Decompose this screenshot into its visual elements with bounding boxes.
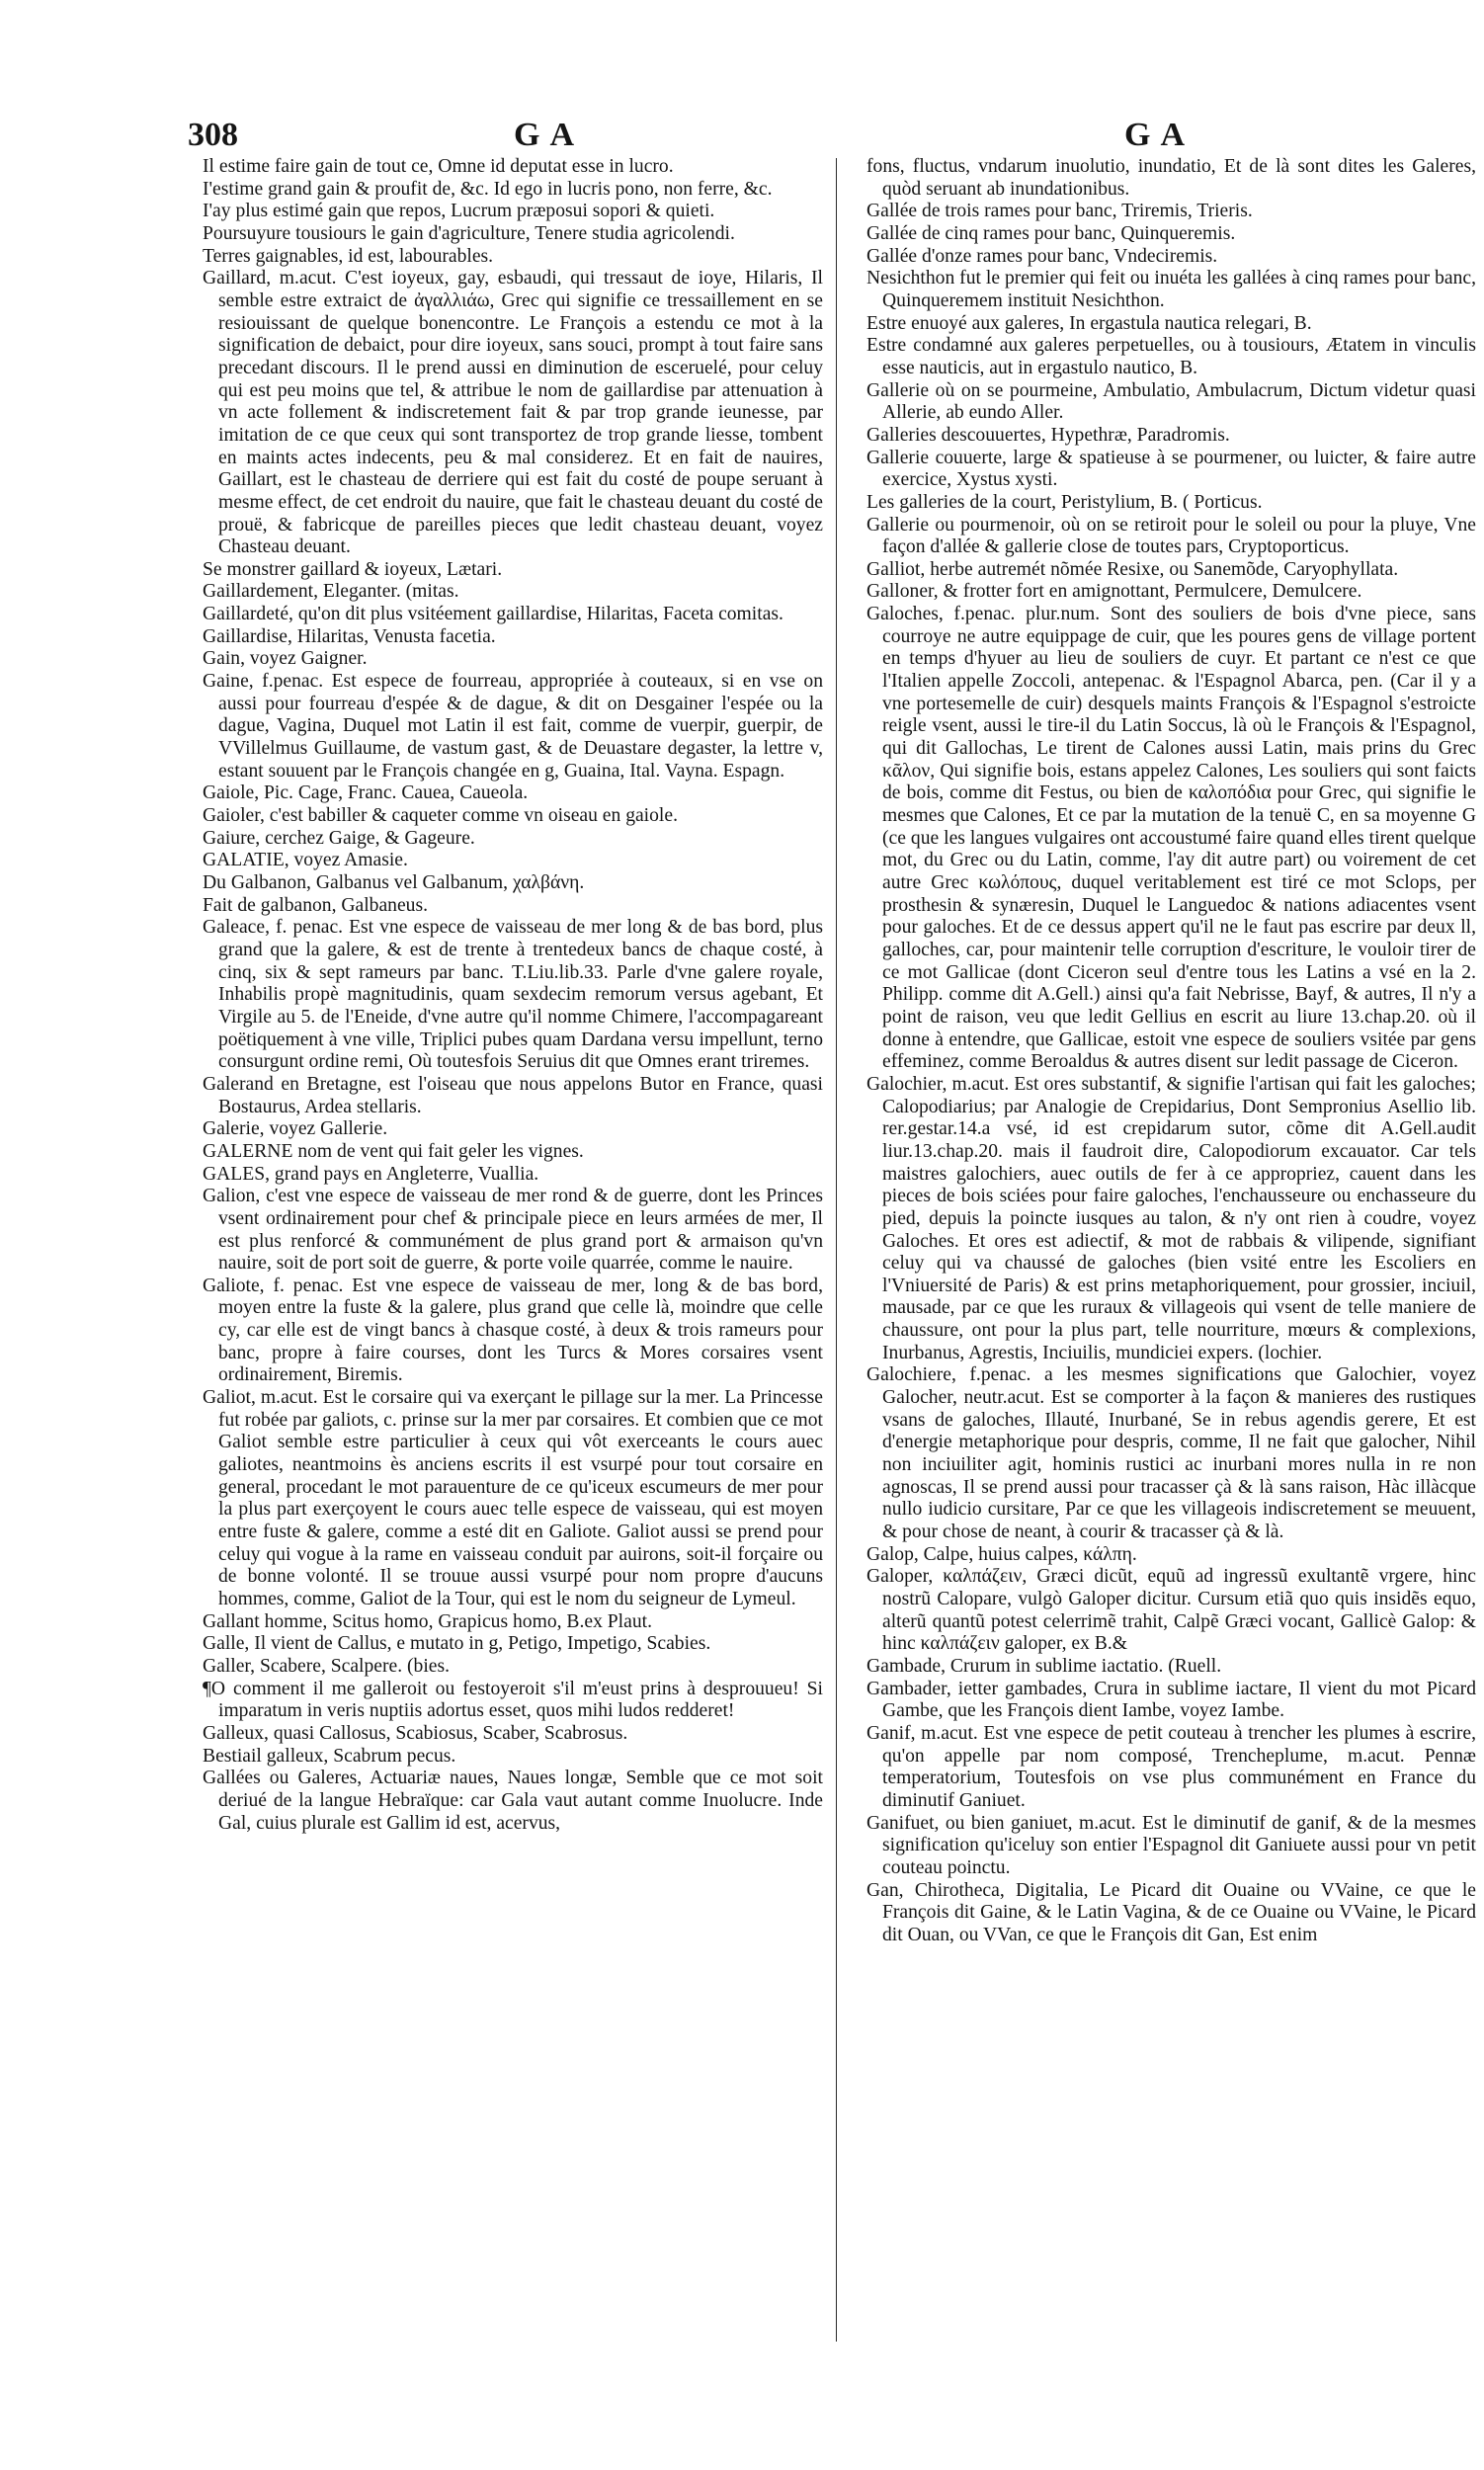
dictionary-entry: Se monstrer gaillard & ioyeux, Lætari.	[203, 558, 503, 580]
dictionary-entry: GALATIE, voyez Amasie.	[203, 850, 408, 871]
dictionary-entry: Galliot, herbe autremét nõmée Resixe, ou Sanemõde, Caryophyllata.	[866, 558, 1399, 580]
running-head-right: GA	[1124, 117, 1195, 153]
dictionary-entry: Gan, Chirotheca, Digitalia, Le Picard dit Ouaine ou VVaine, ce que le François dit Gaine, & le Latin Vagina, & de ce Ouaine ou VVaine, le Picard dit Ouan, ou VVan, ce que le François dit Gan, Est enim	[866, 1879, 1476, 1945]
dictionary-entry: GALES, grand pays en Angleterre, Vuallia.	[203, 1163, 539, 1185]
dictionary-entry: GALERNE nom de vent qui fait geler les vignes.	[203, 1140, 584, 1162]
dictionary-entry: Galle, Il vient de Callus, e mutato in g, Petigo, Impetigo, Scabies.	[203, 1633, 711, 1655]
dictionary-entry: Galerand en Bretagne, est l'oiseau que nous appelons Butor en France, quasi Bostaurus, Ardea stellaris.	[203, 1073, 823, 1117]
dictionary-entry: Gaillardeté, qu'on dit plus vsitéement gaillardise, Hilaritas, Faceta comitas.	[203, 604, 783, 625]
dictionary-entry: Gaiure, cerchez Gaige, & Gageure.	[203, 827, 475, 849]
dictionary-entry: Gallées ou Galeres, Actuariæ naues, Naues longæ, Semble que ce mot soit deriué de la langue Hebraïque: car Gala vaut autant comme Inuolucre. Inde Gal, cuius plurale est Gallim id est, acervus,	[203, 1768, 823, 1834]
dictionary-entry: Estre enuoyé aux galeres, In ergastula nautica relegari, B.	[866, 312, 1312, 334]
dictionary-entry: Gallée de trois rames pour banc, Triremis, Trieris.	[866, 201, 1253, 222]
dictionary-entry: Galoper, καλπάζειν, Græci dicũt, equũ ad ingressũ exultantẽ vrgere, hinc nostrũ Calopare, vulgò Galoper dicitur. Cursum etiã quo quis insidẽs equo, alterũ quantũ potest celerrimẽ trahit, Calpẽ Græci vocant, Gallicè Galop: & hinc καλπάζειν galoper, ex B.&	[866, 1566, 1476, 1655]
dictionary-entry: Galiot, m.acut. Est le corsaire qui va exerçant le pillage sur la mer. La Princesse fut robée par galiots, c. prinse sur la mer par corsaires. Et combien que ce mot Galiot semble estre particulier à ceux qui vôt exerceants le cours auec galiotes, neantmoins ès anciens escrits il est vsurpé pour tout corsaire en general, procedant le mot parauenture de ce qu'iceux escumeurs de mer pour la plus part exerçoyent le cours auec telle espece de vaisseau, qui est moyen entre fuste & galere, comme a esté dit en Galiote. Galiot aussi se prend pour celuy qui vogue à la rame en vaisseau conduit par auirons, soit-il forçaire ou de bonne volonté. Il se trouue aussi vsurpé pour nom propre d'aucuns hommes, comme, Galiot de la Tour, qui est le nom du seigneur de Lymeul.	[203, 1387, 823, 1609]
dictionary-entry: Les galleries de la court, Peristylium, B. ( Porticus.	[866, 491, 1263, 513]
dictionary-entry: Gaine, f.penac. Est espece de fourreau, appropriée à couteaux, si en vse on aussi pour fourreau d'espée & de dague, & dit on Desgainer l'espée ou la dague, Vagina, Duquel mot Latin il est fait, comme de vuerpir, guerpir, de VVillelmus Guillaume, de vastum gast, & de Deuastare degaster, la lettre v, estant souuent par le François changée en g, Guaina, Ital. Vayna. Espagn.	[203, 671, 823, 782]
dictionary-entry: Gallerie ou pourmenoir, où on se retiroit pour le soleil ou pour la pluye, Vne façon d'allée & gallerie close de toutes pars, Cryptoporticus.	[866, 514, 1476, 558]
page-number: 308	[188, 117, 238, 153]
dictionary-entry: Poursuyure tousiours le gain d'agriculture, Tenere studia agricolendi.	[203, 222, 735, 244]
dictionary-entry: Ganifuet, ou bien ganiuet, m.acut. Est le diminutif de ganif, & de la mesmes signification qu'iceluy son entier l'Espagnol dit Ganiuete aussi pour vn petit couteau poinctu.	[866, 1812, 1476, 1878]
dictionary-entry: Galleux, quasi Callosus, Scabiosus, Scaber, Scabrosus.	[203, 1722, 628, 1744]
dictionary-entry: Gain, voyez Gaigner.	[203, 648, 368, 670]
dictionary-entry: Du Galbanon, Galbanus vel Galbanum, χαλβάνη.	[203, 872, 585, 893]
dictionary-entry: Terres gaignables, id est, labourables.	[203, 245, 494, 267]
dictionary-entry: Gallée de cinq rames pour banc, Quinqueremis.	[866, 222, 1236, 244]
right-column	[866, 156, 1476, 1947]
dictionary-entry: Gallée d'onze rames pour banc, Vndeciremis.	[866, 245, 1218, 267]
dictionary-entry: Ganif, m.acut. Est vne espece de petit couteau à trencher les plumes à escrire, qu'on appelle par nom composé, Trencheplume, m.acut. Pennæ temperatorium, Toutesfois on vse plus communément en France du diminutif Ganiuet.	[866, 1722, 1476, 1811]
dictionary-entry: Gallant homme, Scitus homo, Grapicus homo, B.ex Plaut.	[203, 1610, 652, 1632]
dictionary-entry: Gallerie couuerte, large & spatieuse à se pourmener, ou luicter, & faire autre exercice, Xystus xysti.	[866, 447, 1476, 491]
dictionary-entry: Galloner, & frotter fort en amignottant, Permulcere, Demulcere.	[866, 581, 1362, 603]
dictionary-entry: Galeace, f. penac. Est vne espece de vaisseau de mer long & de bas bord, plus grand que la galere, & est de trente à trentedeux bancs de chaque costé, à cinq, six & sept rameurs par banc. T.Liu.lib.33. Parle d'vne galere royale, Inhabilis propè magnitudinis, quam sexdecim remorum versus agebant, Et Virgile au 5. de l'Eneide, d'vne autre qu'il nomme Chimere, l'accompagareant poëtiquement à vne ville, Triplici pubes quam Dardana versu impellunt, terno consurgunt ordine remi, Où toutesfois Seruius dit que Omnes erant triremes.	[203, 917, 823, 1073]
dictionary-entry: Galochier, m.acut. Est ores substantif, & signifie l'artisan qui fait les galoches; Calopodiarius; par Analogie de Crepidarius, Dont Sempronius Asellio lib. rer.gestar.14.a vsé, id est crepidarum sutor, cõme dit A.Gell.audit liur.13.chap.20. mais il faudroit dire, Calopodiorum excauator. Car tels maistres galochiers, auec outils de fer à ce appropriez, cauent dans les pieces de bois sciées pour faire galoches, l'enchausseure ou enchasseure du pied, depuis la poincte iusques au talon, & n'y ont rien à coudre, voyez Galoches. Et ores est adiectif, & mot de rabbais & vilipende, signifiant celuy qui va chaussé de galoches (bien vsité entre les Escoliers en l'Vniuersité de Paris) & est prins metaphoriquement, pour grossier, inciuil, mausade, par ce que les ruraux & villageois qui vsent de telle maniere de chaussure, ont pour la plus part, telle nourriture, mœurs & complexions, Inurbanus, Agrestis, Inciuilis, mundiciei expers. (lochier.	[866, 1073, 1476, 1363]
dictionary-entry: Gaillardise, Hilaritas, Venusta facetia.	[203, 625, 496, 647]
left-column	[203, 156, 823, 1835]
dictionary-entry: Galoches, f.penac. plur.num. Sont des souliers de bois d'vne piece, sans courroye ne autre equippage de cuir, que les poures gens de village portent en temps d'hyuer au lieu de souliers de cuyr. Et partant ce n'est ce que l'Italien appelle Zoccoli, antepenac. & l'Espagnol Abarca, pen. (Car il y a vne portesemelle de cuir) desquels maints François & l'Espagnol s'estroicte reigle vsent, aussi le tire-il du Latin Soccus, là où le François & l'Espagnol, qui dit Gallochas, Le tirent de Calones aussi Latin, mais prins du Grec κᾶλον, Qui signifie bois, estans appelez Calones, Les souliers qui sont faicts de bois, comme dit Festus, ou bien de καλοπόδια pour Grec, qui signifie le mesmes que Calones, Et ce par la mutation de la tenuë C, en sa moyenne G (ce que les langues vulgaires ont accoustumé faire quand elles tirent quelque mot, du Grec ou du Latin, comme, l'ay dit autre part) ou voirement de cet autre Grec κωλόπους, duquel veritablement est tiré ce mot Sclops, per prosthesin & synæresin, Duquel le Languedoc & nations adiacentes vsent pour galoches. Et de ce dessus appert qu'il ne le faut pas escrire par deux ll, galloches, car, pour maintenir telle corruption d'escriture, le vouloir tirer de ce mot Gallicae (dont Ciceron seul d'entre tous les Latins a vsé en la 2. Philipp. comme dit A.Gell.) ainsi qu'a fait Nebrisse, Bayf, & autres, Il n'y a point de raison, veu que ledit Gellius en escrit au liure 13.chap.20. où il donne à entendre, que Gallicae, estoit vne espece de souliers vsitée par gens effeminez, comme Beroaldus & autres disent sur ledit passage de Ciceron.	[866, 604, 1476, 1073]
dictionary-entry: Il estime faire gain de tout ce, Omne id deputat esse in lucro.	[203, 156, 674, 177]
dictionary-entry: fons, fluctus, vndarum inuolutio, inundatio, Et de là sont dites les Galeres, quòd seruant ab inundationibus.	[866, 156, 1476, 200]
dictionary-entry: Gaiole, Pic. Cage, Franc. Cauea, Caueola.	[203, 782, 529, 804]
dictionary-entry: Gallerie où on se pourmeine, Ambulatio, Ambulacrum, Dictum videtur quasi Allerie, ab eundo Aller.	[866, 379, 1476, 424]
dictionary-entry: Galerie, voyez Gallerie.	[203, 1118, 388, 1140]
dictionary-entry: Gambader, ietter gambades, Crura in sublime iactare, Il vient du mot Picard Gambe, que les François dient Iambe, voyez Iambe.	[866, 1678, 1476, 1722]
dictionary-entry: I'ay plus estimé gain que repos, Lucrum præposui sopori & quieti.	[203, 201, 715, 222]
dictionary-entry: Nesichthon fut le premier qui feit ou inuéta les gallées à cinq rames pour banc, Quinqueremem instituit Nesichthon.	[866, 268, 1476, 311]
dictionary-entry: Bestiail galleux, Scabrum pecus.	[203, 1745, 456, 1767]
dictionary-entry: Gambade, Crurum in sublime iactatio. (Ruell.	[866, 1655, 1222, 1677]
dictionary-entry: I'estime grand gain & proufit de, &c. Id ego in lucris pono, non ferre, &c.	[203, 178, 773, 200]
dictionary-entry: Galiote, f. penac. Est vne espece de vaisseau de mer, long & de bas bord, moyen entre la fuste & la galere, plus grand que celle là, moindre que celle cy, car elle est de vingt bancs à chasque costé, à deux & trois rameurs pour banc, propre à faire courses, dont les Turcs & Mores corsaires vsent ordinairement, Biremis.	[203, 1275, 823, 1386]
dictionary-entry: Gaioler, c'est babiller & caqueter comme vn oiseau en gaiole.	[203, 805, 678, 827]
dictionary-entry: Estre condamné aux galeres perpetuelles, ou à tousiours, Ætatem in vinculis esse nauticis, aut in ergastulo nautico, B.	[866, 335, 1476, 378]
dictionary-entry: Galop, Calpe, huius calpes, κάλπη.	[866, 1543, 1137, 1565]
dictionary-entry: Galleries descouuertes, Hypethræ, Paradromis.	[866, 424, 1230, 446]
dictionary-entry: Gaillard, m.acut. C'est ioyeux, gay, esbaudi, qui tressaut de ioye, Hilaris, Il semble estre extraict de ἀγαλλιάω, Grec qui signifie ce tressaillement en se resiouissant de quelque bonencontre. Le François a estendu ce mot à la signification de debaict, pour dire ioyeux, sans souci, prompt à tout faire sans precedant discours. Il le prend aussi en diminution de esceruelé, pour celuy qui est peu moins que tel, & attribue le nom de gaillardise par attenuation à vn acte follement & indiscretement fait & par trop grande ieunesse, par imitation de ce que ceux qui sont transportez de trop grande liesse, tombent en maints actes indecents, peu & mal considerez. Et en fait de nauires, Gaillart, est le chasteau de derriere qui est fait du costé de poupe seruant à mesme effect, de cet endroit du nauire, que fait le chasteau deuant du costé de prouë, & fabricque de pareilles pieces que ledit chasteau deuant, voyez Chasteau deuant.	[203, 268, 823, 558]
dictionary-entry: Galochiere, f.penac. a les mesmes significations que Galochier, voyez Galocher, neutr.acut. Est se comporter à la façon & manieres des rustiques vsans de galoches, Illauté, Inurbané, Se in rebus agendis gerere, Et est d'energie metaphorique pour despris, comme, Il ne fait que galocher, Nihil non inciuiliter agit, hominis rustici ac inurbani mores nulla in re non agnoscas, Il se prend aussi pour tracasser çà & là sans raison, Hàc illàcque nullo iudicio cursitare, Par ce que les villageois indiscretement se meuuent, & pour chose de neant, à courir & tracasser çà & là.	[866, 1364, 1476, 1543]
dictionary-entry: Galler, Scabere, Scalpere. (bies.	[203, 1655, 451, 1677]
dictionary-entry: Fait de galbanon, Galbaneus.	[203, 894, 428, 916]
running-head-left: GA	[514, 117, 584, 153]
dictionary-entry: Galion, c'est vne espece de vaisseau de mer rond & de guerre, dont les Princes vsent ordinairement pour chef & principale piece en leurs armées de mer, Il est plus renforcé & communément de plus grand port & armaison qu'vn nauire, soit de port soit de guerre, & porte voile quarrée, comme le nauire.	[203, 1186, 823, 1275]
column-divider	[836, 158, 837, 2342]
dictionary-entry: ¶O comment il me galleroit ou festoyeroit s'il m'eust prins à desprouueu! Si imparatum in veris nuptiis adortus esset, quos mihi ludos redderet!	[203, 1678, 823, 1722]
dictionary-entry: Gaillardement, Eleganter. (mitas.	[203, 581, 459, 603]
